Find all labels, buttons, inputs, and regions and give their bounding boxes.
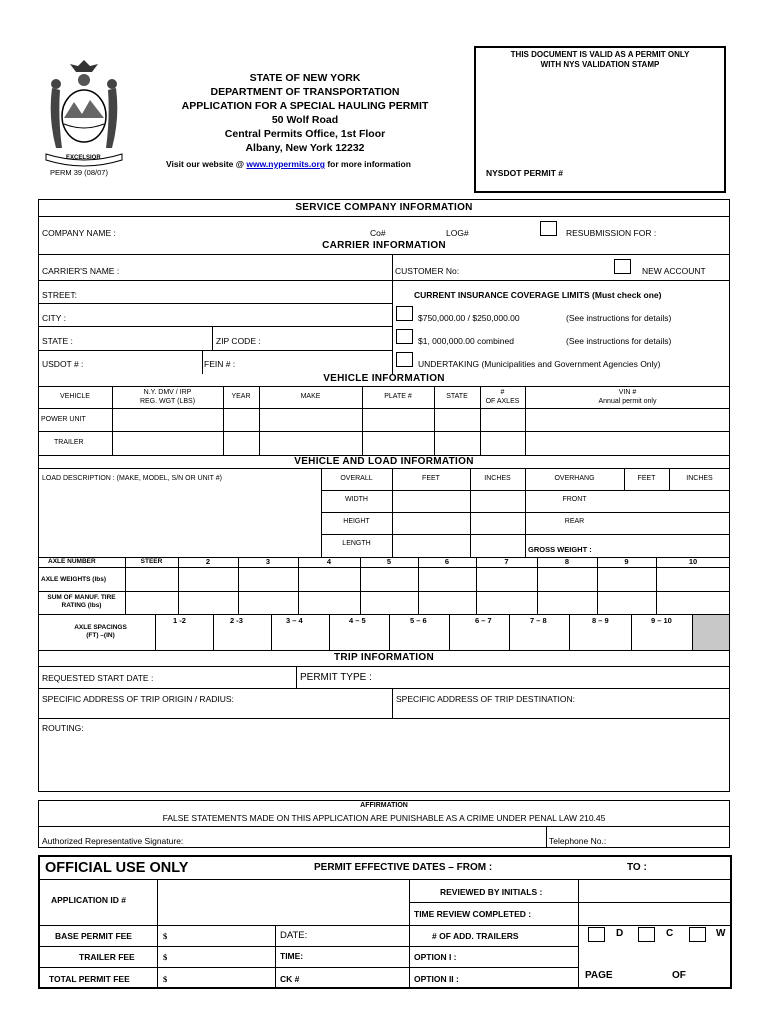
customer-number-field[interactable]: CUSTOMER No: (395, 266, 460, 276)
total-fee-label: TOTAL PERMIT FEE (49, 974, 130, 984)
application-id-label: APPLICATION ID # (51, 895, 126, 905)
city-field[interactable]: CITY : (42, 313, 66, 323)
spacing-3-4: 3 – 4 (286, 616, 303, 625)
website-line (166, 159, 411, 169)
option-2-field[interactable]: OPTION II : (414, 974, 459, 984)
routing-field[interactable]: ROUTING: (42, 723, 84, 733)
overhang-feet-label: FEET (637, 475, 656, 482)
state-seal (38, 58, 130, 170)
axle-weights-label: AXLE WEIGHTS (lbs) (41, 576, 106, 583)
resubmission-label: RESUBMISSION FOR : (566, 228, 657, 238)
effective-to-label: TO : (627, 862, 647, 873)
spacing-9-10: 9 – 10 (651, 616, 672, 625)
header-line-3: APPLICATION FOR A SPECIAL HAULING PERMIT (181, 100, 429, 112)
new-account-label: NEW ACCOUNT (642, 266, 706, 276)
base-fee-dollar[interactable]: $ (163, 931, 168, 941)
axle-col-7: 7 (504, 557, 509, 566)
insurance-option-1-note: (See instructions for details) (566, 313, 672, 323)
feet-label: FEET (422, 475, 440, 482)
axle-spacing-shaded-cell (693, 615, 729, 650)
vehicle-col-state: STATE (446, 393, 468, 400)
inches-label: INCHES (484, 475, 511, 482)
axle-col-3: 3 (265, 557, 271, 566)
trip-section-title: TRIP INFORMATION (334, 652, 434, 663)
vehicle-col-vin-line1: VIN # (618, 389, 637, 396)
website-suffix: for more information (324, 159, 411, 169)
header-line-6: Albany, New York 12232 (245, 142, 365, 154)
tire-rating-line1: SUM OF MANUF. TIRE (47, 594, 116, 601)
header-line-5: Central Permits Office, 1st Floor (224, 128, 386, 140)
official-time-field[interactable]: TIME: (280, 951, 304, 961)
vehicle-col-vin (525, 388, 730, 406)
insurance-option-3-checkbox[interactable] (396, 352, 413, 367)
w-checkbox[interactable] (689, 927, 706, 942)
spacing-4-5: 4 – 5 (349, 616, 366, 625)
vehicle-section-title: VEHICLE INFORMATION (323, 373, 445, 384)
insurance-option-2-note: (See instructions for details) (566, 336, 672, 346)
axle-spacings-label (38, 624, 163, 640)
vehicle-col-vin-line2: Annual permit only (598, 398, 657, 405)
insurance-title: CURRENT INSURANCE COVERAGE LIMITS (Must check one) (414, 290, 662, 300)
nysdot-permit-label: NYSDOT PERMIT # (486, 168, 563, 178)
additional-trailers-label: # OF ADD. TRAILERS (432, 931, 519, 941)
c-checkbox[interactable] (638, 927, 655, 942)
co-number-field[interactable]: Co# (370, 228, 386, 238)
base-fee-label: BASE PERMIT FEE (55, 931, 132, 941)
effective-dates-label: PERMIT EFFECTIVE DATES – FROM : (314, 862, 493, 873)
header-title-block (150, 71, 460, 155)
spacing-7-8: 7 – 8 (530, 616, 547, 625)
vehicle-col-axles-line1: # (500, 389, 505, 396)
vehicle-col-dmv-line1: N.Y. DMV / IRP (143, 389, 192, 396)
stamp-line-1: THIS DOCUMENT IS VALID AS A PERMIT ONLY (510, 50, 690, 59)
spacing-6-7: 6 – 7 (475, 616, 492, 625)
street-field[interactable]: STREET: (42, 290, 77, 300)
seal-motto: EXCELSIOR (66, 155, 101, 161)
zip-code-field[interactable]: ZIP CODE : (216, 336, 261, 346)
d-label: D (616, 928, 624, 939)
w-label: W (716, 928, 726, 939)
overhang-inches-label: INCHES (686, 475, 713, 482)
fein-field[interactable]: FEIN # : (204, 359, 236, 369)
d-checkbox[interactable] (588, 927, 605, 942)
requested-start-date-field[interactable]: REQUESTED START DATE : (42, 673, 154, 683)
vehicle-col-make: MAKE (300, 393, 321, 400)
new-account-checkbox[interactable] (614, 259, 631, 274)
signature-field[interactable]: Authorized Representative Signature: (42, 836, 184, 846)
form-code: PERM 39 (08/07) (50, 168, 108, 177)
insurance-option-1-checkbox[interactable] (396, 306, 413, 321)
stamp-line-2: WITH NYS VALIDATION STAMP (540, 60, 660, 69)
axle-spacings-line2: (FT) –(IN) (86, 632, 115, 639)
state-field[interactable]: STATE : (42, 336, 73, 346)
axle-col-2: 2 (205, 557, 211, 566)
gross-weight-label: GROSS WEIGHT : (528, 545, 592, 554)
vehicle-col-axles (480, 388, 525, 406)
spacing-2-3: 2 -3 (230, 616, 243, 625)
axle-col-10: 10 (688, 557, 698, 566)
load-description-field[interactable]: LOAD DESCRIPTION : (MAKE, MODEL, S/N OR UNIT #) (42, 475, 222, 482)
affirmation-text: FALSE STATEMENTS MADE ON THIS APPLICATION ARE PUNISHABLE AS A CRIME UNDER PENAL LAW 210.45 (162, 813, 606, 823)
width-label: WIDTH (345, 496, 368, 503)
header-line-2: DEPARTMENT OF TRANSPORTATION (210, 86, 400, 98)
vehicle-col-vehicle: VEHICLE (60, 393, 90, 400)
load-section-title: VEHICLE AND LOAD INFORMATION (294, 456, 474, 467)
carrier-name-field[interactable]: CARRIER'S NAME : (42, 266, 120, 276)
resubmission-checkbox[interactable] (540, 221, 557, 236)
trailer-fee-label: TRAILER FEE (79, 952, 135, 962)
axle-spacings-line1: AXLE SPACINGS (74, 624, 127, 631)
usdot-field[interactable]: USDOT # : (42, 359, 84, 369)
affirmation-title: AFFIRMATION (360, 802, 408, 809)
vehicle-col-plate: PLATE # (384, 393, 412, 400)
axle-col-steer: STEER (140, 558, 163, 565)
reviewed-by-label: REVIEWED BY INITIALS : (440, 887, 543, 897)
header-line-4: 50 Wolf Road (271, 114, 339, 126)
header-line-1: STATE OF NEW YORK (249, 72, 361, 84)
tire-rating-line2: RATING (lbs) (61, 602, 102, 609)
option-1-field[interactable]: OPTION I : (414, 952, 457, 962)
carrier-section-title: CARRIER INFORMATION (322, 240, 446, 251)
insurance-option-2-checkbox[interactable] (396, 329, 413, 344)
permit-type-field[interactable]: PERMIT TYPE : (300, 672, 372, 683)
check-number-field[interactable]: CK # (280, 974, 300, 984)
official-date-field[interactable]: DATE: (280, 930, 308, 941)
axle-col-6: 6 (444, 557, 450, 566)
log-number-field[interactable]: LOG# (446, 228, 469, 238)
c-label: C (666, 928, 674, 939)
trailer-fee-dollar[interactable]: $ (163, 952, 168, 962)
official-use-title: OFFICIAL USE ONLY (45, 860, 189, 876)
axle-number-label: AXLE NUMBER (48, 558, 96, 565)
axle-col-4: 4 (326, 557, 332, 566)
insurance-option-3-label: UNDERTAKING (Municipalities and Government Agencies Only) (418, 359, 661, 369)
insurance-option-1-label: $750,000.00 / $250,000.00 (418, 313, 520, 323)
vehicle-col-axles-line2: OF AXLES (485, 398, 520, 405)
page-of-label: OF (672, 970, 686, 981)
front-label: FRONT (562, 496, 587, 503)
row-trailer: TRAILER (54, 439, 84, 446)
time-review-label: TIME REVIEW COMPLETED : (414, 909, 532, 919)
company-name-field[interactable]: COMPANY NAME : (42, 228, 116, 238)
spacing-5-6: 5 – 6 (410, 616, 427, 625)
page-label: PAGE (585, 970, 613, 981)
rear-label: REAR (564, 518, 585, 525)
axle-col-5: 5 (386, 557, 392, 566)
validation-stamp-box (474, 46, 726, 193)
height-label: HEIGHT (343, 518, 370, 525)
telephone-field[interactable]: Telephone No.: (549, 836, 607, 846)
service-section-title: SERVICE COMPANY INFORMATION (295, 202, 473, 213)
vehicle-col-year: YEAR (231, 393, 251, 400)
trip-destination-field[interactable]: SPECIFIC ADDRESS OF TRIP DESTINATION: (396, 694, 576, 704)
spacing-8-9: 8 – 9 (592, 616, 609, 625)
total-fee-dollar[interactable]: $ (163, 974, 168, 984)
vehicle-col-dmv-line2: REG. WGT (LBS) (139, 398, 196, 405)
spacing-1-2: 1 -2 (173, 616, 186, 625)
axle-col-9: 9 (624, 557, 629, 566)
insurance-option-2-label: $1, 000,000.00 combined (418, 336, 514, 346)
overall-label: OVERALL (340, 475, 373, 482)
website-prefix: Visit our website @ (166, 159, 247, 169)
trip-origin-field[interactable]: SPECIFIC ADDRESS OF TRIP ORIGIN / RADIUS: (42, 694, 234, 704)
vehicle-col-dmv (112, 388, 223, 406)
length-label: LENGTH (342, 540, 371, 547)
row-power-unit: POWER UNIT (41, 416, 86, 423)
tire-rating-label (38, 594, 125, 610)
overhang-label: OVERHANG (554, 475, 595, 482)
axle-col-8: 8 (564, 557, 570, 566)
website-link[interactable]: www.nypermits.org (246, 159, 325, 169)
